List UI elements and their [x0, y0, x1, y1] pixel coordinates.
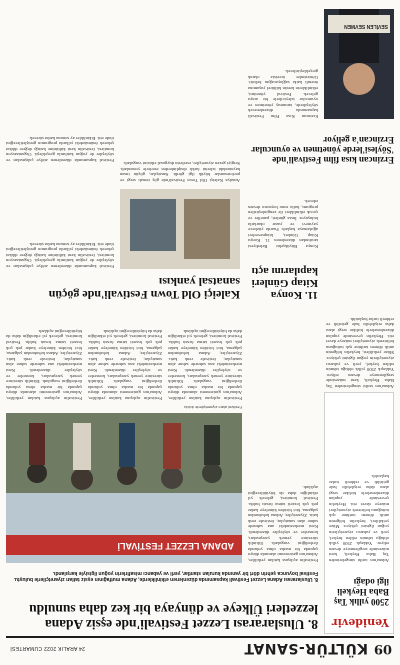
- lezzet-body-col4: Festivalin açılışına katılan yetkililer, Adana'nın gastronomi alanında dünya çapında bir marka olma yolunda ilerlediğini vurguladı. Etkinlik süresince yemek yarışmaları, konserler ve söyleşiler düzenlendi. Kent merkezindeki ana sahnede sahne alan sanatçılar, festivale renk kattı. Ziyaretçiler, Adana kebabından şalgama, bici biciden künefeye kadar pek çok lezzeti tatma fırsatı buldu. Festival komitesi, gelecek yıl etkinliğin daha da büyütüleceğini açıkladı.: [6, 328, 82, 401]
- konya-body: Konya Büyükşehir Belediyesi tarafından düzenlenen 11. Konya Kitap Günleri, kitapseverleri ağırlamaya başladı. Fuarda yüzlerce yayınevi ve yazar okurlarla buluşuyor. İmza günleri, paneller ve çocuk etkinlikleri ile zenginleştirilen program, hafta sonu boyunca devam edecek.: [248, 199, 318, 249]
- erzincan-photo: [324, 9, 394, 119]
- kaleici-body-left: Antalya Kaleiçi Old Town Festivali'nde göç temalı sergi ve performanslar büyük ilgi gördü. Sanatçılar, göçün insan hayatındaki izlerini farklı disiplinlerden eserlerle yorumladı. Sergiyi gezen ziyaretçiler, eserlerin duygusal etkisini vurguladı.: [120, 161, 240, 183]
- tas-baba-headline: 2500 yıllık Taş Baba Heykeli ilgi odağı: [333, 577, 389, 607]
- erzincan-photo-text: SEVİLEN SEVMEN: [344, 23, 388, 29]
- left-sidebar: [324, 392, 394, 634]
- left-column-continued: Adana'nın tarihi simgelerinden Taş Baba Heykeli, kent müzesinde sergilenmeye devam ediyor. Yaklaşık 2500 yıllık olduğu tahmin edilen heykel, yerli ve yabancı ziyaretçilerin yoğun ilgisini çekiyor. Müze yetkilileri, heykelin bölgenin antik dönem tarihine ışık tuttuğunu belirterek ziyaretçileri müzeye davet etti. Heykelin çevresinde yapılan düzenlemelerle birlikte sergi alanı daha erişilebilir hale getirildi ve rehberli turlar başlatıldı.: [326, 316, 394, 389]
- yenidevir-logo: Yenidevir: [331, 616, 389, 629]
- header-rule: [6, 636, 394, 638]
- kaleici-headline: Kaleiçi Old Town Festivali'nde göçün sanatsal yankısı: [48, 275, 240, 302]
- section-title: KÜLTÜR-SANAT: [243, 640, 368, 656]
- erzincan-headline: Erzincan kısa film Festivali'nde 'Söylesi'lerde yönetmen ve oyuncular Erzincan'a geliyor: [251, 135, 394, 165]
- festival-photo-caption: Festival alanı ziyaretçilerle doldu: [184, 405, 242, 410]
- lezzet-body-col1: Festivalin açılışına katılan yetkililer, Adana'nın gastronomi alanında dünya çapında bir marka olma yolunda ilerlediğini vurguladı. Etkinlik süresince yemek yarışmaları, konserler ve söyleşiler düzenlendi. Kent merkezindeki ana sahnede sahne alan sanatçılar, festivale renk kattı. Ziyaretçiler, Adana kebabından şalgama, bici biciden künefeye kadar pek çok lezzeti tatma fırsatı buldu. Festival komitesi, gelecek yıl etkinliğin daha da büyütüleceğini açıkladı.: [248, 485, 318, 563]
- festival-banner-text: ADANA LEZZET FESTİVALİ: [117, 541, 234, 551]
- kaleici-body-right: Festival kapsamında düzenlenen atölye çalışmaları ve söyleşiler de yoğun katılımla gerçekleşti. Organizasyon komitesi, festivalin kent kültürüne kattığı değere dikkat çekerek önümüzdeki yıllarda programın genişletileceğini ifade etti. Etkinlikler ay sonuna kadar sürecek.: [6, 241, 114, 269]
- lezzet-body-col2: Festivalin açılışına katılan yetkililer, Adana'nın gastronomi alanında dünya çapında bir marka olma yolunda ilerlediğini vurguladı. Etkinlik süresince yemek yarışmaları, konserler ve söyleşiler düzenlendi. Kent merkezindeki ana sahnede sahne alan sanatçılar, festivale renk kattı. Ziyaretçiler, Adana kebabından şalgama, bici biciden künefeye kadar pek çok lezzeti tatma fırsatı buldu. Festival komitesi, gelecek yıl etkinliğin daha da büyütüleceğini açıkladı.: [168, 328, 242, 401]
- kaleici-body-continued: Festival kapsamında düzenlenen atölye çalışmaları ve söyleşiler de yoğun katılımla gerçekleşti. Organizasyon komitesi, festivalin kent kültürüne kattığı değere dikkat çekerek önümüzdeki yıllarda programın genişletileceğini ifade etti. Etkinlikler ay sonuna kadar sürecek.: [6, 135, 114, 163]
- lezzet-headline: 8. Uluslararası Lezzet Festivali'nde eşsiz Adana lezzetleri Ülkeye ve dünyaya bir kez daha sunuldu: [29, 602, 318, 632]
- erzincan-body: Erzincan Kısa Film Festivali kapsamında düzenlenecek söyleşilerde, tanınmış yönetmen ve oyuncular izleyicilerle bir araya gelecek. Festival yönetimi, etkinliklerin kentin kültürel yaşamına önemli katkı sağlayacağını belirtti. Gösterimler ücretsiz olarak gerçekleştirilecek.: [248, 69, 318, 119]
- konya-headline: 11. Konya Kitap Günleri kapılarını açtı: [251, 265, 318, 301]
- issue-date: 24 ARALIK 2022 CUMARTESİ: [10, 645, 85, 651]
- page-number: 09: [373, 641, 392, 656]
- kaleici-photo-art: [120, 189, 240, 269]
- lezzet-body-col3: Festivalin açılışına katılan yetkililer, Adana'nın gastronomi alanında dünya çapında bir marka olma yolunda ilerlediğini vurguladı. Etkinlik süresince yemek yarışmaları, konserler ve söyleşiler düzenlendi. Kent merkezindeki ana sahnede sahne alan sanatçılar, festivale renk kattı. Ziyaretçiler, Adana kebabından şalgama, bici biciden künefeye kadar pek çok lezzeti tatma fırsatı buldu. Festival komitesi, gelecek yıl etkinliğin daha da büyütüleceğini açıkladı.: [88, 328, 162, 401]
- tas-baba-body: Adana'nın tarihi simgelerinden Taş Baba Heykeli, kent müzesinde sergilenmeye devam ediyor. Yaklaşık 2500 yıllık olduğu tahmin edilen heykel, yerli ve yabancı ziyaretçilerin yoğun ilgisini çekiyor. Müze yetkilileri, heykelin bölgenin antik dönem tarihine ışık tuttuğunu belirterek ziyaretçileri müzeye davet etti. Heykelin çevresinde yapılan düzenlemelerle birlikte sergi alanı daha erişilebilir hale getirildi ve rehberli turlar başlatıldı.: [329, 474, 389, 563]
- lezzet-summary: 8. Uluslararası Adana Lezzet Festivali kapsamında düzenlenen etkinliklerde, Adana mutfağının eşsiz tatları ziyaretçilerle buluştu. Festival boyunca şehrin dört bir yanında kurulan stantlar, yerli ve yabancı misafirlerin yoğun ilgisiyle karşılandı.: [13, 570, 318, 582]
- kaleici-photo: [120, 189, 240, 269]
- festival-photo: [6, 413, 242, 563]
